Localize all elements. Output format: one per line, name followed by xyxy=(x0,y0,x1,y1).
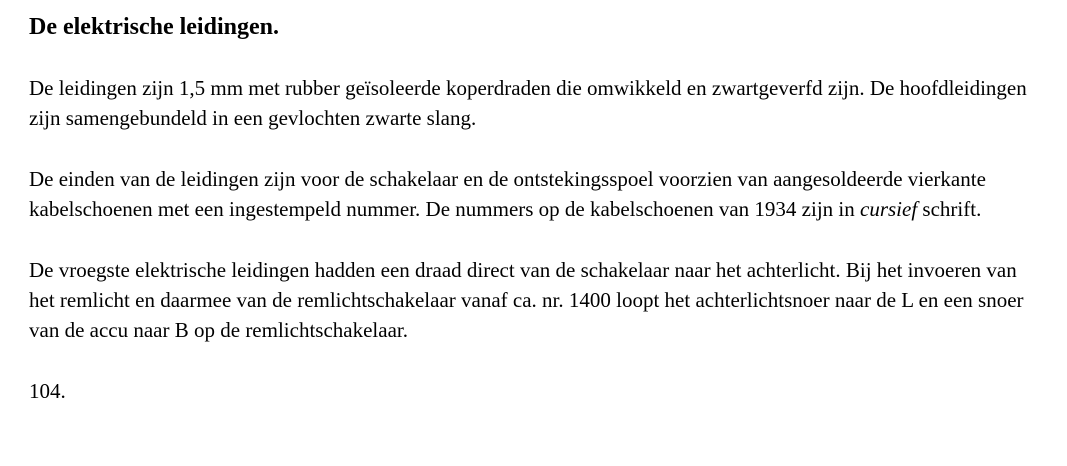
paragraph-cable-lugs-text: De einden van de leidingen zijn voor de schakelaar en de ontstekingsspoel voorzien van aangesoldeerde vierkante kabelschoenen met een ingestempeld nummer. De nummers op de kabelschoenen van 1934 zijn in xyxy=(29,167,986,221)
paragraph-cable-lugs-end: schrift. xyxy=(917,197,982,221)
paragraph-cable-lugs xyxy=(29,164,1039,224)
page-title: De elektrische leidingen. xyxy=(29,14,279,40)
document-page xyxy=(29,10,1039,406)
page-number: 104. xyxy=(29,379,66,403)
italic-word: cursief xyxy=(860,197,918,221)
paragraph-wiring-description: De leidingen zijn 1,5 mm met rubber geïsoleerde koperdraden die omwikkeld en zwartgeverfd zijn. De hoofdleidingen zijn samengebundeld in een gevlochten zwarte slang. xyxy=(29,76,1027,130)
paragraph-early-wiring: De vroegste elektrische leidingen hadden een draad direct van de schakelaar naar het achterlicht. Bij het invoeren van het remlicht en daarmee van de remlichtschakelaar vanaf ca. nr. 1400 loopt het achterlichtsnoer naar de L en een snoer van de accu naar B op de remlichtschakelaar. xyxy=(29,258,1024,342)
